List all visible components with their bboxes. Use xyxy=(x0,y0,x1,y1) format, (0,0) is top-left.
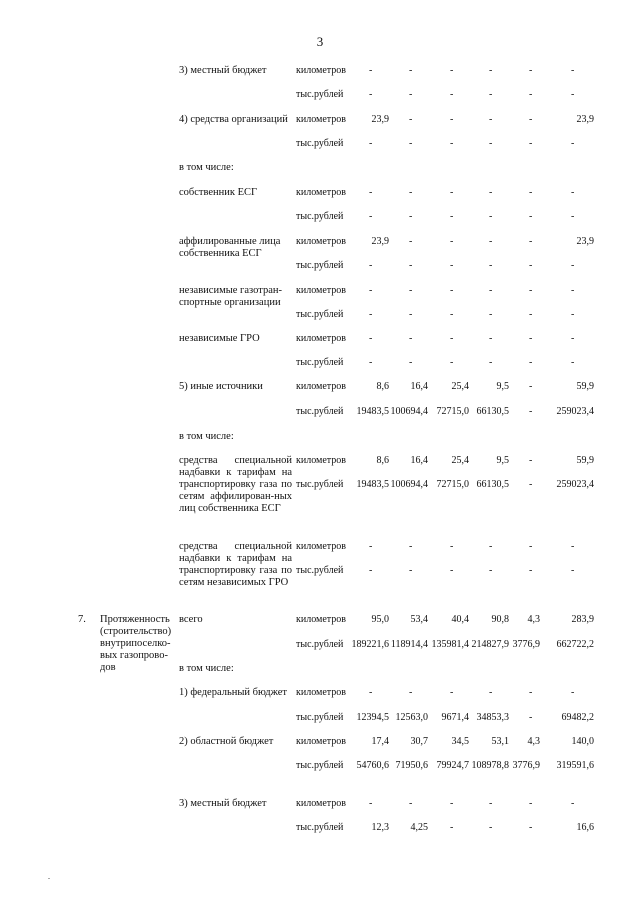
empty-cell: - xyxy=(489,333,493,344)
empty-cell: - xyxy=(571,260,575,271)
empty-cell: - xyxy=(529,687,533,698)
value-cell: 17,4 xyxy=(371,736,389,747)
empty-cell: - xyxy=(571,211,575,222)
unit-km: километров xyxy=(296,455,346,466)
unit-rub: тыс.рублей xyxy=(296,406,344,417)
empty-cell: - xyxy=(409,798,413,809)
empty-cell: - xyxy=(450,541,454,552)
empty-cell: - xyxy=(571,138,575,149)
empty-cell: - xyxy=(450,309,454,320)
label-including: в том числе: xyxy=(179,663,234,674)
unit-rub: тыс.рублей xyxy=(296,89,344,100)
value-cell: 4,3 xyxy=(527,614,540,625)
unit-km: километров xyxy=(296,236,346,247)
empty-cell: - xyxy=(450,285,454,296)
value-cell: 53,4 xyxy=(410,614,428,625)
empty-cell: - xyxy=(571,798,575,809)
empty-cell: - xyxy=(450,89,454,100)
value-cell: 9,5 xyxy=(496,455,509,466)
unit-km: километров xyxy=(296,381,346,392)
empty-cell: - xyxy=(369,333,373,344)
empty-cell: - xyxy=(409,89,413,100)
row-label-regional: 2) областной бюджет xyxy=(179,736,274,747)
value-cell: 100694,4 xyxy=(390,406,428,417)
value-cell: 72715,0 xyxy=(436,479,469,490)
value-cell: 23,9 xyxy=(371,114,389,125)
empty-cell: - xyxy=(369,565,373,576)
empty-cell: - xyxy=(450,687,454,698)
empty-cell: - xyxy=(409,65,413,76)
value-cell: 66130,5 xyxy=(476,406,509,417)
unit-rub: тыс.рублей xyxy=(296,639,344,650)
unit-km: километров xyxy=(296,541,346,552)
empty-cell: - xyxy=(409,333,413,344)
empty-cell: - xyxy=(489,138,493,149)
unit-rub: тыс.рублей xyxy=(296,479,344,490)
empty-cell: - xyxy=(571,541,575,552)
empty-cell: - xyxy=(409,114,413,125)
empty-cell: - xyxy=(450,65,454,76)
empty-cell: - xyxy=(369,687,373,698)
unit-rub: тыс.рублей xyxy=(296,565,344,576)
value-cell: 12394,5 xyxy=(356,712,389,723)
empty-cell: - xyxy=(489,687,493,698)
unit-rub: тыс.рублей xyxy=(296,309,344,320)
value-cell: 25,4 xyxy=(451,455,469,466)
empty-cell: - xyxy=(529,406,533,417)
empty-cell: - xyxy=(369,187,373,198)
unit-rub: тыс.рублей xyxy=(296,211,344,222)
value-cell: 59,9 xyxy=(576,381,594,392)
page-number: 3 xyxy=(316,34,324,49)
value-cell: 189221,6 xyxy=(351,639,389,650)
unit-rub: тыс.рублей xyxy=(296,357,344,368)
empty-cell: - xyxy=(571,285,575,296)
unit-km: километров xyxy=(296,333,346,344)
value-cell: 53,1 xyxy=(491,736,509,747)
value-cell: 34,5 xyxy=(451,736,469,747)
empty-cell: - xyxy=(489,541,493,552)
value-cell: 34853,3 xyxy=(476,712,509,723)
value-cell: 4,3 xyxy=(527,736,540,747)
empty-cell: - xyxy=(529,381,533,392)
empty-cell: - xyxy=(489,65,493,76)
item-title: Протяженность (строительство) внутрипоселко-вых газопрово-дов xyxy=(100,614,172,673)
empty-cell: - xyxy=(529,138,533,149)
value-cell: 3776,9 xyxy=(512,639,540,650)
empty-cell: - xyxy=(450,211,454,222)
empty-cell: - xyxy=(489,187,493,198)
empty-cell: - xyxy=(529,236,533,247)
value-cell: 71950,6 xyxy=(395,760,428,771)
empty-cell: - xyxy=(489,236,493,247)
empty-cell: - xyxy=(529,357,533,368)
empty-cell: - xyxy=(409,309,413,320)
value-cell: 72715,0 xyxy=(436,406,469,417)
value-cell: 118914,4 xyxy=(390,639,428,650)
empty-cell: - xyxy=(529,479,533,490)
value-cell: 9,5 xyxy=(496,381,509,392)
unit-rub: тыс.рублей xyxy=(296,712,344,723)
empty-cell: - xyxy=(529,798,533,809)
empty-cell: - xyxy=(529,65,533,76)
empty-cell: - xyxy=(409,211,413,222)
empty-cell: - xyxy=(409,565,413,576)
empty-cell: - xyxy=(369,541,373,552)
scan-speck xyxy=(48,878,50,879)
row-label-independent-gto: независимые газотран-спортные организации xyxy=(179,285,282,308)
empty-cell: - xyxy=(489,822,493,833)
row-label-special-independent: средства специальной надбавки к тарифам на транспортировку газа по сетям независимых ГРО xyxy=(179,541,292,588)
row-label-local-budget: 3) местный бюджет xyxy=(179,65,267,76)
empty-cell: - xyxy=(529,712,533,723)
unit-km: километров xyxy=(296,736,346,747)
unit-km: километров xyxy=(296,285,346,296)
unit-km: километров xyxy=(296,187,346,198)
value-cell: 4,25 xyxy=(410,822,428,833)
empty-cell: - xyxy=(529,211,533,222)
empty-cell: - xyxy=(571,333,575,344)
value-cell: 16,4 xyxy=(410,381,428,392)
empty-cell: - xyxy=(489,260,493,271)
value-cell: 135981,4 xyxy=(431,639,469,650)
value-cell: 12,3 xyxy=(371,822,389,833)
label-including: в том числе: xyxy=(179,431,234,442)
empty-cell: - xyxy=(409,260,413,271)
empty-cell: - xyxy=(369,285,373,296)
unit-rub: тыс.рублей xyxy=(296,260,344,271)
value-cell: 23,9 xyxy=(576,114,594,125)
value-cell: 54760,6 xyxy=(356,760,389,771)
empty-cell: - xyxy=(529,565,533,576)
empty-cell: - xyxy=(450,333,454,344)
empty-cell: - xyxy=(369,798,373,809)
row-label-total: всего xyxy=(179,614,203,625)
value-cell: 25,4 xyxy=(451,381,469,392)
value-cell: 69482,2 xyxy=(561,712,594,723)
empty-cell: - xyxy=(489,211,493,222)
empty-cell: - xyxy=(529,309,533,320)
empty-cell: - xyxy=(369,138,373,149)
empty-cell: - xyxy=(450,357,454,368)
empty-cell: - xyxy=(450,236,454,247)
row-label-affiliated: аффилированные лица собственника ЕСГ xyxy=(179,236,281,259)
empty-cell: - xyxy=(489,357,493,368)
value-cell: 9671,4 xyxy=(441,712,469,723)
unit-km: километров xyxy=(296,614,346,625)
value-cell: 319591,6 xyxy=(556,760,594,771)
empty-cell: - xyxy=(450,138,454,149)
empty-cell: - xyxy=(450,114,454,125)
empty-cell: - xyxy=(409,285,413,296)
empty-cell: - xyxy=(450,260,454,271)
row-label-other-sources: 5) иные источники xyxy=(179,381,263,392)
value-cell: 8,6 xyxy=(376,455,389,466)
unit-km: километров xyxy=(296,114,346,125)
empty-cell: - xyxy=(409,187,413,198)
empty-cell: - xyxy=(369,65,373,76)
empty-cell: - xyxy=(529,822,533,833)
unit-km: километров xyxy=(296,65,346,76)
empty-cell: - xyxy=(571,357,575,368)
empty-cell: - xyxy=(571,65,575,76)
empty-cell: - xyxy=(450,798,454,809)
empty-cell: - xyxy=(450,822,454,833)
value-cell: 283,9 xyxy=(571,614,594,625)
empty-cell: - xyxy=(409,236,413,247)
value-cell: 16,4 xyxy=(410,455,428,466)
value-cell: 23,9 xyxy=(576,236,594,247)
empty-cell: - xyxy=(369,309,373,320)
row-label-special-affiliated: средства специальной надбавки к тарифам на транспортировку газа по сетям аффилирован-ных лиц собственника ЕСГ xyxy=(179,455,292,514)
value-cell: 95,0 xyxy=(371,614,389,625)
item-number: 7. xyxy=(78,614,86,625)
value-cell: 140,0 xyxy=(571,736,594,747)
value-cell: 90,8 xyxy=(491,614,509,625)
row-label-independent-gro: независимые ГРО xyxy=(179,333,260,344)
empty-cell: - xyxy=(529,89,533,100)
value-cell: 66130,5 xyxy=(476,479,509,490)
empty-cell: - xyxy=(409,357,413,368)
empty-cell: - xyxy=(369,260,373,271)
empty-cell: - xyxy=(409,138,413,149)
empty-cell: - xyxy=(529,455,533,466)
empty-cell: - xyxy=(529,187,533,198)
empty-cell: - xyxy=(529,285,533,296)
value-cell: 108978,8 xyxy=(471,760,509,771)
value-cell: 662722,2 xyxy=(556,639,594,650)
empty-cell: - xyxy=(571,89,575,100)
empty-cell: - xyxy=(409,687,413,698)
empty-cell: - xyxy=(529,333,533,344)
unit-rub: тыс.рублей xyxy=(296,822,344,833)
empty-cell: - xyxy=(489,285,493,296)
label-including: в том числе: xyxy=(179,162,234,173)
value-cell: 259023,4 xyxy=(556,479,594,490)
value-cell: 12563,0 xyxy=(395,712,428,723)
value-cell: 3776,9 xyxy=(512,760,540,771)
value-cell: 30,7 xyxy=(410,736,428,747)
empty-cell: - xyxy=(409,541,413,552)
unit-km: километров xyxy=(296,687,346,698)
value-cell: 19483,5 xyxy=(356,479,389,490)
value-cell: 79924,7 xyxy=(436,760,469,771)
row-label-org-funds: 4) средства организаций xyxy=(179,114,288,125)
empty-cell: - xyxy=(529,114,533,125)
empty-cell: - xyxy=(489,89,493,100)
row-label-federal: 1) федеральный бюджет xyxy=(179,687,288,698)
empty-cell: - xyxy=(489,309,493,320)
row-label-local-budget: 3) местный бюджет xyxy=(179,798,267,809)
value-cell: 23,9 xyxy=(371,236,389,247)
value-cell: 214827,9 xyxy=(471,639,509,650)
value-cell: 259023,4 xyxy=(556,406,594,417)
unit-rub: тыс.рублей xyxy=(296,138,344,149)
empty-cell: - xyxy=(571,565,575,576)
row-label-owner-esg: собственник ЕСГ xyxy=(179,187,258,198)
empty-cell: - xyxy=(571,687,575,698)
value-cell: 16,6 xyxy=(576,822,594,833)
empty-cell: - xyxy=(529,260,533,271)
empty-cell: - xyxy=(450,187,454,198)
value-cell: 100694,4 xyxy=(390,479,428,490)
unit-rub: тыс.рублей xyxy=(296,760,344,771)
value-cell: 59,9 xyxy=(576,455,594,466)
empty-cell: - xyxy=(489,798,493,809)
empty-cell: - xyxy=(489,114,493,125)
empty-cell: - xyxy=(529,541,533,552)
empty-cell: - xyxy=(571,309,575,320)
empty-cell: - xyxy=(571,187,575,198)
empty-cell: - xyxy=(369,211,373,222)
unit-km: километров xyxy=(296,798,346,809)
empty-cell: - xyxy=(450,565,454,576)
value-cell: 40,4 xyxy=(451,614,469,625)
empty-cell: - xyxy=(369,89,373,100)
value-cell: 8,6 xyxy=(376,381,389,392)
value-cell: 19483,5 xyxy=(356,406,389,417)
empty-cell: - xyxy=(489,565,493,576)
empty-cell: - xyxy=(369,357,373,368)
